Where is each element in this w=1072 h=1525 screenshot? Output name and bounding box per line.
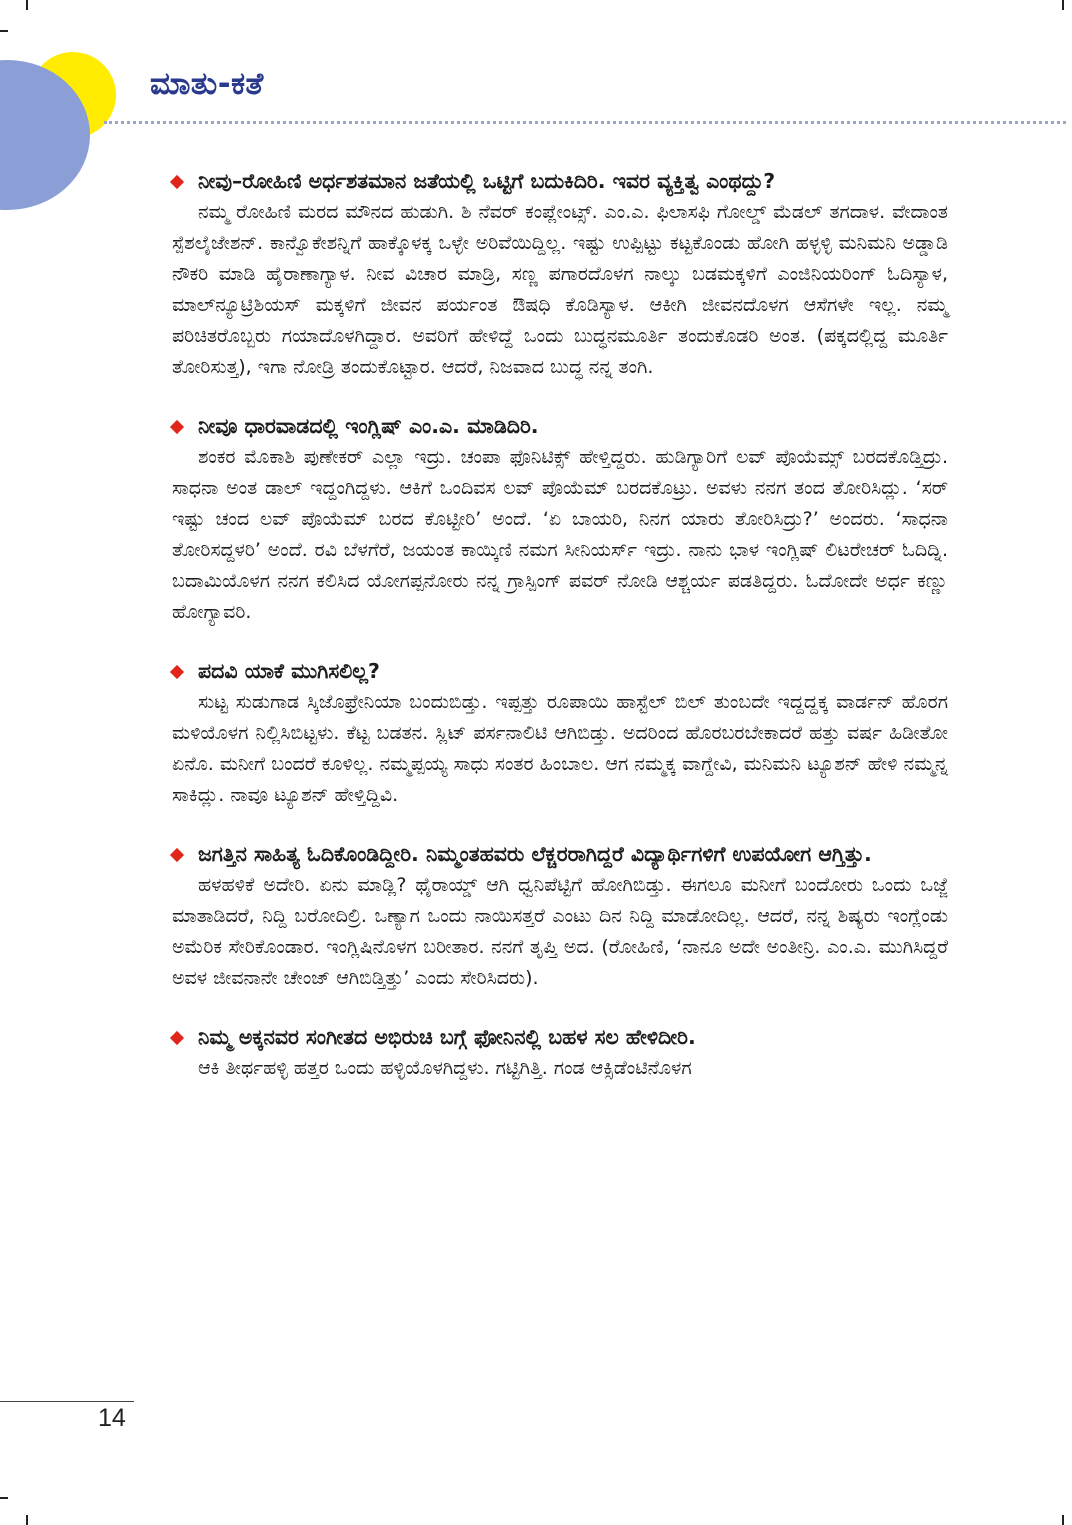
footer-rule bbox=[0, 1401, 134, 1402]
header-dotted-rule bbox=[104, 121, 1066, 124]
crop-mark-bottom-right bbox=[1062, 1515, 1064, 1525]
question-text: ನೀವೂ ಧಾರವಾಡದಲ್ಲಿ ಇಂಗ್ಲಿಷ್ ಎಂ.ಎ. ಮಾಡಿದಿರಿ. bbox=[198, 414, 539, 438]
answer-paragraph: ಶಂಕರ ಮೊಕಾಶಿ ಪುಣೇಕರ್ ಎಲ್ಲಾ ಇದ್ರು. ಚಂಪಾ ಫೊನಿಟಿಕ್ಸ್ ಹೇಳ್ತಿದ್ದರು. ಹುಡಿಗ್ಯಾರಿಗೆ ಲವ್ ಪೊಯೆಮ್ಸ್ ಬರದಕೊಡ್ತಿದ್ರು. ಸಾಧನಾ ಅಂತ ಡಾಲ್ ಇದ್ದಂಗಿದ್ದಳು. ಆಕಿಗೆ ಒಂದಿವಸ ಲವ್ ಪೊಯೆಮ್ ಬರದಕೊಟ್ರು. ಅವಳು ನನಗ ತಂದ ತೋರಿಸಿದ್ಲು. ‘ಸರ್ ಇಷ್ಟು ಚಂದ ಲವ್ ಪೊಯೆಮ್ ಬರದ ಕೊಟ್ಟೀರಿ’ ಅಂದೆ. ‘ಏ ಬಾಯರಿ, ನಿನಗ ಯಾರು ತೋರಿಸಿದ್ರು?’ ಅಂದರು. ‘ಸಾಧನಾ ತೋರಿಸದ್ದಳರಿ’ ಅಂದೆ. ರವಿ ಬೆಳಗೆರೆ, ಜಯಂತ ಕಾಯ್ಕಿಣಿ ನಮಗ ಸೀನಿಯರ್ಸ್ ಇದ್ರು. ನಾನು ಭಾಳ ಇಂಗ್ಲಿಷ್ ಲಿಟರೇಚರ್ ಓದಿದ್ನಿ. ಬದಾಮಿಯೊಳಗ ನನಗ ಕಲಿಸಿದ ಯೋಗಪ್ಪನೋರು ನನ್ನ ಗ್ರಾಸ್ಪಿಂಗ್ ಪವರ್ ನೋಡಿ ಆಶ್ಚರ್ಯ ಪಡತಿದ್ದರು. ಓದೋದೇ ಅರ್ಧ ಕಣ್ಣು ಹೋಗ್ಯಾವರಿ. bbox=[172, 446, 948, 623]
qa-block bbox=[172, 1022, 948, 1084]
crop-mark-top-right bbox=[1062, 0, 1064, 10]
qa-block bbox=[172, 411, 948, 628]
question bbox=[172, 166, 948, 197]
question bbox=[172, 656, 948, 687]
question-text: ನೀವು–ರೋಹಿಣಿ ಅರ್ಧಶತಮಾನ ಜತೆಯಲ್ಲಿ ಒಟ್ಟಿಗೆ ಬದುಕಿದಿರಿ. ಇವರ ವ್ಯಕ್ತಿತ್ವ ಎಂಥದ್ದು? bbox=[198, 169, 776, 193]
section-title: ಮಾತು-ಕತೆ bbox=[150, 66, 264, 102]
article-body bbox=[172, 166, 948, 1112]
question bbox=[172, 411, 948, 442]
question-text: ನಿಮ್ಮ ಅಕ್ಕನವರ ಸಂಗೀತದ ಅಭಿರುಚಿ ಬಗ್ಗೆ ಫೋನಿನಲ್ಲಿ ಬಹಳ ಸಲ ಹೇಳಿದೀರಿ. bbox=[198, 1025, 696, 1049]
answer-paragraph: ಸುಟ್ಟ ಸುಡುಗಾಡ ಸ್ಕಿಜೊಫ್ರೇನಿಯಾ ಬಂದುಬಿಡ್ತು. ಇಪ್ಪತ್ತು ರೂಪಾಯಿ ಹಾಸ್ಟೆಲ್ ಬಿಲ್ ತುಂಬದೇ ಇದ್ದದ್ದಕ್ಕ ವಾರ್ಡನ್ ಹೊರಗ ಮಳಿಯೊಳಗ ನಿಲ್ಲಿಸಿಬಿಟ್ಟಳು. ಕೆಟ್ಟ ಬಡತನ. ಸ್ಲಿಟ್ ಪರ್ಸನಾಲಿಟಿ ಆಗಿಬಿಡ್ತು. ಅದರಿಂದ ಹೊರಬರಬೇಕಾದರೆ ಹತ್ತು ವರ್ಷ ಹಿಡೀತೋ ಏನೊ. ಮನೀಗೆ ಬಂದರೆ ಕೂಳಿಲ್ಲ. ನಮ್ಮಪ್ಪಯ್ಯ ಸಾಧು ಸಂತರ ಹಿಂಬಾಲ. ಆಗ ನಮ್ಮಕ್ಕ ವಾಗ್ದೇವಿ, ಮನಿಮನಿ ಟ್ಯೂಶನ್ ಹೇಳಿ ನಮ್ಮನ್ನ ಸಾಕಿದ್ಲು. ನಾವೂ ಟ್ಯೂಶನ್ ಹೇಳ್ತಿದ್ದಿವಿ. bbox=[172, 691, 948, 806]
qa-block bbox=[172, 166, 948, 383]
question bbox=[172, 1022, 948, 1053]
crop-mark-left-top bbox=[0, 30, 8, 32]
page-number: 14 bbox=[98, 1404, 126, 1432]
qa-block bbox=[172, 839, 948, 994]
question-text: ಜಗತ್ತಿನ ಸಾಹಿತ್ಯ ಓದಿಕೊಂಡಿದ್ದೀರಿ. ನಿಮ್ಮಂತಹವರು ಲೆಕ್ಚರರಾಗಿದ್ದರೆ ವಿದ್ಯಾರ್ಥಿಗಳಿಗೆ ಉಪಯೋಗ ಆಗ್ತಿತ್ತು. bbox=[198, 842, 872, 866]
qa-block bbox=[172, 656, 948, 811]
question bbox=[172, 839, 948, 870]
answer-paragraph: ನಮ್ಮ ರೋಹಿಣಿ ಮರದ ಮೌನದ ಹುಡುಗಿ. ಶಿ ನೆವರ್ ಕಂಪ್ಲೇಂಟ್ಸ್. ಎಂ.ಎ. ಫಿಲಾಸಫಿ ಗೋಲ್ಡ್ ಮೆಡಲ್ ತಗದಾಳ. ವೇದಾಂತ ಸ್ಪೆಶಲೈಜೇಶನ್. ಕಾನ್ವೊಕೇಶನ್ನಿಗೆ ಹಾಕ್ಕೊಳಕ್ಕ ಒಳ್ಳೇ ಅರಿವೆಯಿದ್ದಿಲ್ಲ. ಇಷ್ಟು ಉಪ್ಪಿಟ್ಟು ಕಟ್ಟಕೊಂಡು ಹೋಗಿ ಹಳ್ಳಳ್ಳಿ ಮನಿಮನಿ ಅಡ್ಡಾಡಿ ನೌಕರಿ ಮಾಡಿ ಹೈರಾಣಾಗ್ಯಾಳ. ನೀವ ವಿಚಾರ ಮಾಡ್ರಿ, ಸಣ್ಣ ಪಗಾರದೊಳಗ ನಾಲ್ಕು ಬಡಮಕ್ಕಳಿಗೆ ಎಂಜಿನಿಯರಿಂಗ್ ಓದಿಸ್ಯಾಳ, ಮಾಲ್‌ನ್ಯೂಟ್ರಿಶಿಯಸ್ ಮಕ್ಕಳಿಗೆ ಜೀವನ ಪರ್ಯಂತ ಔಷಧಿ ಕೊಡಿಸ್ಯಾಳ. ಆಕೀಗಿ ಜೀವನದೊಳಗ ಆಸೆಗಳೇ ಇಲ್ಲ. ನಮ್ಮ ಪರಿಚಿತರೊಬ್ಬರು ಗಯಾದೊಳಗಿದ್ದಾರ. ಅವರಿಗೆ ಹೇಳಿದ್ದೆ ಒಂದು ಬುದ್ಧನಮೂರ್ತಿ ತಂದುಕೊಡರಿ ಅಂತ. (ಪಕ್ಕದಲ್ಲಿದ್ದ ಮೂರ್ತಿ ತೋರಿಸುತ್ತ), ಇಗಾ ನೋಡ್ರಿ ತಂದುಕೊಟ್ಟಾರ. ಆದರೆ, ನಿಜವಾದ ಬುದ್ಧ ನನ್ನ ತಂಗಿ. bbox=[172, 201, 948, 378]
crop-mark-bottom-left bbox=[26, 1515, 28, 1525]
answer-paragraph: ಹಳಹಳಿಕೆ ಅದೇರಿ. ಏನು ಮಾಡ್ಲಿ? ಥೈರಾಯ್ಡ್ ಆಗಿ ಧ್ವನಿಪೆಟ್ಟಿಗೆ ಹೋಗಿಬಿಡ್ತು. ಈಗಲೂ ಮನೀಗೆ ಬಂದೋರು ಒಂದು ಒಜ್ಜೆ ಮಾತಾಡಿದರೆ, ನಿದ್ದಿ ಬರೋದಿಲ್ರಿ. ಒಣ್ಯಾಗ ಒಂದು ನಾಯಿಸತ್ತರೆ ಎಂಟು ದಿನ ನಿದ್ದಿ ಮಾಡೋದಿಲ್ಲ. ಆದರೆ, ನನ್ನ ಶಿಷ್ಯರು ಇಂಗ್ಲೆಂಡು ಅಮೆರಿಕ ಸೇರಿಕೊಂಡಾರ. ಇಂಗ್ಲಿಷಿನೊಳಗ ಬರೀತಾರ. ನನಗೆ ತೃಪ್ತಿ ಅದ. (ರೋಹಿಣಿ, ‘ನಾನೂ ಅದೇ ಅಂತೀನ್ರಿ. ಎಂ.ಎ. ಮುಗಿಸಿದ್ದರೆ ಅವಳ ಜೀವನಾನೇ ಚೇಂಜ್ ಆಗಿಬಿಡ್ತಿತ್ತು’ ಎಂದು ಸೇರಿಸಿದರು). bbox=[172, 874, 948, 989]
crop-mark-left-bottom bbox=[0, 1497, 8, 1499]
question-text: ಪದವಿ ಯಾಕೆ ಮುಗಿಸಲಿಲ್ಲ? bbox=[198, 659, 380, 683]
crop-mark-top-left bbox=[26, 0, 28, 10]
answer-paragraph: ಆಕಿ ತೀರ್ಥಹಳ್ಳಿ ಹತ್ತರ ಒಂದು ಹಳ್ಳಿಯೊಳಗಿದ್ದಳು. ಗಟ್ಟಿಗಿತ್ತಿ. ಗಂಡ ಆಕ್ಸಿಡೆಂಟಿನೊಳಗ bbox=[198, 1057, 692, 1079]
